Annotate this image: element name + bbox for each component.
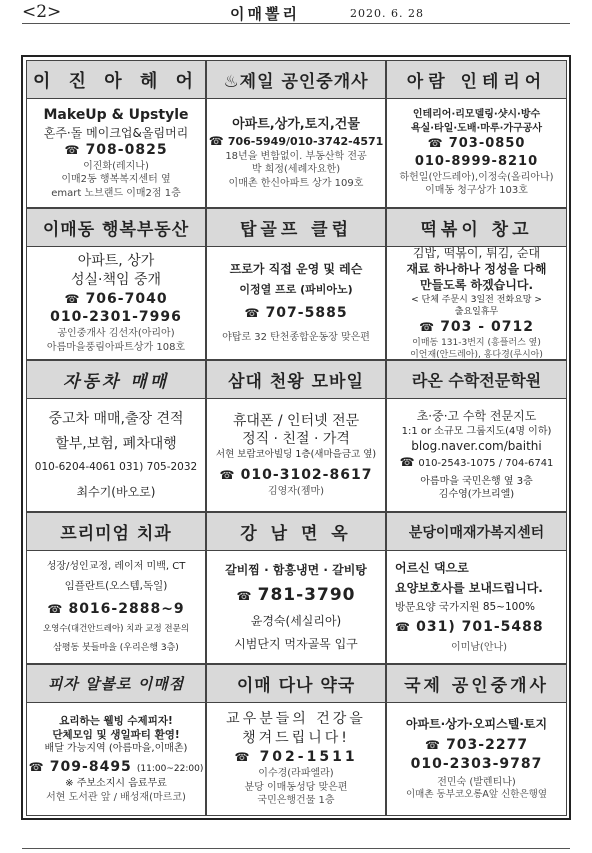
card-address: 이매촌 한신아파트 상가 109호 [228,177,364,189]
card-line: 만들도록 하겠습니다. [419,278,534,293]
card-line: 아파트,상가,토지,건물 [232,116,360,132]
footer-rule [22,848,570,849]
card-line: 아파트·상가·오피스텔·토지 [405,716,548,731]
card-phone: 010-8999-8210 [414,154,539,169]
card-phone: ☎ 031) 701-5488 [395,618,544,637]
publication-title: 이매뽈리 [230,5,300,23]
ad-card-dana-pharmacy [206,664,386,816]
card-phone: 010-6204-4061 031) 705-2032 [34,460,198,473]
card-title: 삼대 천왕 모바일 [207,361,385,399]
card-phone: ☎ 706-5949/010-3742-4571 [209,133,384,150]
card-line: 18년을 변함없이. 부동산학 전공 [225,150,367,162]
card-address: 서현 보람코아빌딩 1층(새마을금고 옆) [215,449,377,461]
card-line: < 단체 주문시 3일전 전화요망 > [411,294,542,305]
card-line: 할부,보험, 폐차대행 [55,435,177,452]
card-title: 자동차 매매 [27,361,205,399]
card-phone: 010-2303-9787 [410,755,543,772]
card-line: 어르신 댁으로 [395,560,469,575]
card-phone: ☎ 703-2277 [425,736,528,755]
ad-card-math-academy [386,360,567,512]
ad-card-pizza-alvolo [26,664,206,816]
card-phone: ☎ 703-0850 [428,135,526,153]
card-title: 피자 알볼로 이매점 [27,665,205,703]
card-line: 혼주·돌 메이크업&올림머리 [43,125,189,140]
card-address: 아름마을풍림아파트상가 108호 [46,341,186,353]
card-owner: 이진화(레지나) [83,160,149,172]
card-line: 프로가 직접 운영 및 레슨 [229,262,363,277]
card-line: 단체모임 및 생일파티 환영! [52,728,180,741]
card-phone: ☎ 8016-2888~9 [47,600,184,619]
card-line: 중고차 매매,출장 견적 [48,410,184,427]
card-line: 방문요양 국가지원 85~100% [395,600,535,613]
card-line: 김밥, 떡볶이, 튀김, 순대 [412,246,541,260]
card-address: emart 노브랜드 이매2점 1층 [51,187,181,199]
card-link[interactable]: blog.naver.com/baithi [411,439,542,453]
ad-card-gukje-realty [386,664,567,816]
card-line: 배달 가능지역 (아름마을,이매촌) [44,742,188,754]
card-phone: 010-2301-7996 [50,309,182,326]
page-header [22,2,570,22]
card-title: 강 남 면 옥 [207,513,385,551]
issue-date: 2020. 6. 28 [350,7,424,20]
card-title: 이매 다나 약국 [207,665,385,703]
card-line: 챙겨드립니다! [242,730,350,747]
ad-card-dental [26,512,206,664]
card-address: 이매2동 행복복지센터 옆 [61,174,171,186]
card-address: 분당 이매동성당 맞은편 [244,781,348,793]
card-title: 분당이매재가복지센터 [387,513,566,551]
card-phone: ☎ 708-0825 [64,141,167,160]
card-owner: 이미남(안나) [450,641,508,653]
ad-card-haengbok-realty [26,208,206,360]
card-owner: 전민숙 (발렌티나) [437,776,516,788]
card-owner: 하헌일(안드레아),이정숙(올리아나) [399,171,554,183]
card-line: 갈비찜 · 함흥냉면 · 갈비탕 [225,563,367,578]
header-rule [22,23,570,24]
card-title: 아람 인테리어 [387,61,566,99]
ad-card-top-golf [206,208,386,360]
card-title: 프리미엄 치과 [27,513,205,551]
card-title: ♨제일 공인중개사 [207,61,385,99]
card-address: 이매동 청구상가 103호 [425,185,528,197]
card-phone: ☎ 706-7040 [64,290,167,309]
card-line: 욕실·타일·도배·마루·가구공사 [410,122,543,134]
card-line: ※ 주보소지시 음료무료 [65,778,167,790]
ad-card-mobile-shop [206,360,386,512]
card-line: 성실·책임 중개 [70,271,162,288]
card-phone: ☎ 707-5885 [244,304,347,323]
card-title: 이 진 아 헤 어 [27,61,205,99]
card-title: 라온 수학전문학원 [387,361,566,399]
card-line: 성장/성인교정, 레이저 미백, CT [46,560,186,572]
card-line: 요리하는 웰빙 수제피자! [59,714,173,727]
card-phone: ☎ 010-2543-1075 / 704-6741 [400,454,554,471]
card-phone: ☎ 781-3790 [237,584,356,607]
ad-card-interior [386,60,567,208]
card-owner: 오영수(대건안드레아) 치과 교정 전문의 [42,624,190,635]
card-line: 정직 · 친절 · 가격 [242,431,350,448]
page-number: <2> [22,2,62,22]
card-line: 아파트, 상가 [77,252,155,269]
ad-card-hair-salon [26,60,206,208]
card-line: 교우분들의 건강을 [226,711,366,728]
ad-card-used-cars [26,360,206,512]
ad-card-gangnam-myeonok [206,512,386,664]
card-phone: ☎ 703 - 0712 [419,318,534,337]
card-phone: ☎ 010-3102-8617 [220,466,373,485]
card-address: 아름마을 국민은행 옆 3층 [420,475,533,487]
card-line: 출요일휴무 [454,306,499,317]
card-address: 야탑로 32 탄천종합운동장 맞은편 [222,332,370,344]
card-address: 이매동 131-3번지 (흥플러스 옆) [412,337,541,348]
ad-card-tteokbokki [386,208,567,360]
card-address: 이매촌 동부코오롱A앞 신한은행옆 [405,789,548,801]
card-line: 재료 하나하나 정성을 다해 [406,262,547,277]
card-owner: 김영자(젬마) [267,485,325,497]
card-owner: 이수경(라파엘라) [258,768,334,780]
card-owner: 이정열 프로 (파비아노) [239,283,353,297]
card-line: 1:1 or 소규모 그룹지도(4명 이하) [401,425,552,437]
card-line: MakeUp & Upstyle [43,106,189,123]
card-address: 국민은행건물 1층 [257,795,335,807]
card-owner: 공인중개사 김선자(아리아) [57,328,175,340]
card-line: 휴대폰 / 인터넷 전문 [232,412,360,429]
card-owner: 박 희정(세례자요한) [251,164,341,176]
card-title: 국제 공인중개사 [387,665,566,703]
card-line: 인테리어·리모델링·샷시·방수 [412,109,541,121]
card-line: 임플란트(오스템,독일) [64,580,168,593]
card-line: 초·중·고 수학 전문지도 [416,409,537,424]
card-title: 이매동 행복부동산 [27,209,205,247]
card-owner: 김수영(가브리엘) [438,489,515,501]
card-address: 서현 도서관 앞 / 배성재(마르코) [46,791,186,803]
ad-card-welfare-center [386,512,567,664]
card-phone: ☎ 702-1511 [234,748,357,767]
ad-card-realestate-jeil [206,60,386,208]
card-line: 요양보호사를 보내드립니다. [395,580,543,595]
card-title: 떡볶이 창고 [387,209,566,247]
card-address: 삼평동 붓들마을 (우리은행 3층) [53,642,179,653]
card-owner: 이언재(안드레아), 홍다경(루시아) [410,349,543,360]
card-address: 시범단지 먹자골목 입구 [234,636,358,651]
card-phone: ☎ 709-8495 [29,759,132,775]
card-hours: (11:00~22:00) [136,764,204,775]
card-owner: 윤경숙(세실리아) [250,614,342,629]
card-owner: 최수기(바오로) [76,484,156,499]
card-title: 탑골프 클럽 [207,209,385,247]
